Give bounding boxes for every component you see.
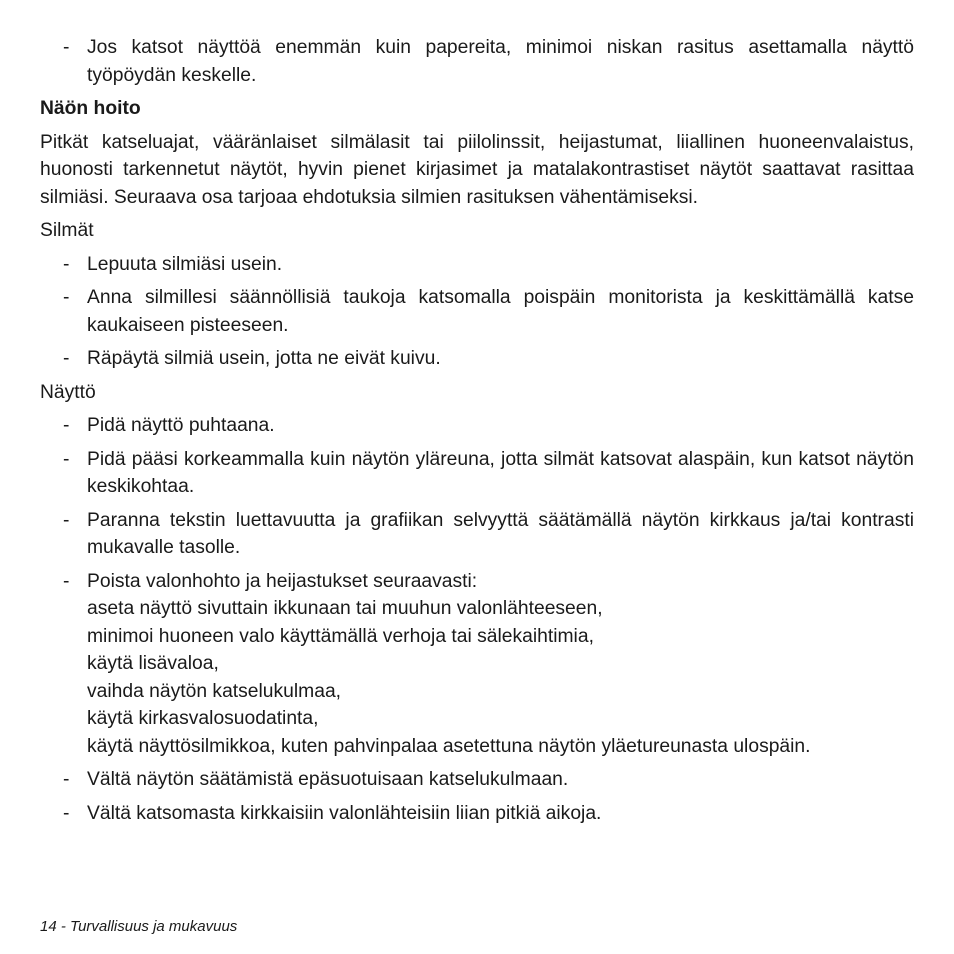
bullet-dash: - [63,348,70,369]
eyes-heading: Silmät [40,220,94,241]
bullet-text: Vältä katsomasta kirkkaisiin valonlähteisiin liian pitkiä aikoja. [87,802,602,824]
list-item [40,800,914,828]
bullet-dash: - [63,253,70,275]
bullet-dash: - [63,570,70,592]
bullet-dash: - [63,448,70,470]
list-item [40,284,914,339]
glare-line: minimoi huoneen valo käyttämällä verhoja tai sälekaihtimia, [87,625,594,647]
bullet-dash: - [63,37,70,58]
glare-line: vaihda näytön katselukulmaa, [87,680,342,702]
eyes-bullet-list [40,251,914,373]
list-item [40,507,914,562]
glare-instructions [87,568,914,761]
list-item [40,568,914,761]
bullet-text: Anna silmillesi säännöllisiä taukoja katsomalla poispäin monitorista ja keskittämällä katse kaukaiseen pisteeseen. [87,287,914,336]
bullet-dash: - [63,769,70,790]
bullet-text: Pidä näyttö puhtaana. [87,415,275,436]
glare-line: käytä kirkasvalosuodatinta, [87,708,319,729]
list-item [40,34,914,89]
display-heading: Näyttö [40,381,96,403]
section-heading: Näön hoito [40,98,141,119]
glare-line: käytä näyttösilmikkoa, kuten pahvinpalaa asetettuna näytön yläetureunasta ulospäin. [87,735,811,757]
bullet-text: Räpäytä silmiä usein, jotta ne eivät kuivu. [87,348,441,369]
list-item [40,446,914,501]
glare-line: käytä lisävaloa, [87,653,219,674]
list-item [40,251,914,279]
list-item [40,345,914,373]
section-paragraph: Pitkät katseluajat, vääränlaiset silmälasit tai piilolinssit, heijastumat, liiallinen huoneenvalaistus, huonosti tarkennetut näytöt, hyvin pienet kirjasimet ja matalakontrastiset näytöt saattavat rasittaa silmiäsi. Seuraava osa tarjoaa ehdotuksia silmien rasituksen vähentämiseksi. [40,131,914,208]
list-item [40,766,914,794]
list-item [40,412,914,440]
bullet-dash: - [63,287,70,308]
bullet-dash: - [63,802,70,824]
page-footer: 14 - Turvallisuus ja mukavuus [40,918,238,935]
document-page [40,34,914,833]
bullet-dash: - [63,509,70,531]
glare-line: aseta näyttö sivuttain ikkunaan tai muuhun valonlähteeseen, [87,598,603,619]
bullet-text: Pidä pääsi korkeammalla kuin näytön yläreuna, jotta silmät katsovat alaspäin, kun katsot näytön keskikohtaa. [87,448,914,497]
bullet-dash: - [63,415,70,436]
bullet-text: Jos katsot näyttöä enemmän kuin papereita, minimoi niskan rasitus asettamalla näyttö työpöydän keskelle. [87,37,914,86]
display-bullet-list [40,412,914,827]
bullet-text: Lepuuta silmiäsi usein. [87,253,283,275]
intro-bullet-list [40,34,914,89]
bullet-text: Vältä näytön säätämistä epäsuotuisaan katselukulmaan. [87,769,569,790]
bullet-text: Paranna tekstin luettavuutta ja grafiikan selvyyttä säätämällä näytön kirkkaus ja/tai kontrasti mukavalle tasolle. [87,509,914,558]
glare-title: Poista valonhohto ja heijastukset seuraavasti: [87,570,478,592]
